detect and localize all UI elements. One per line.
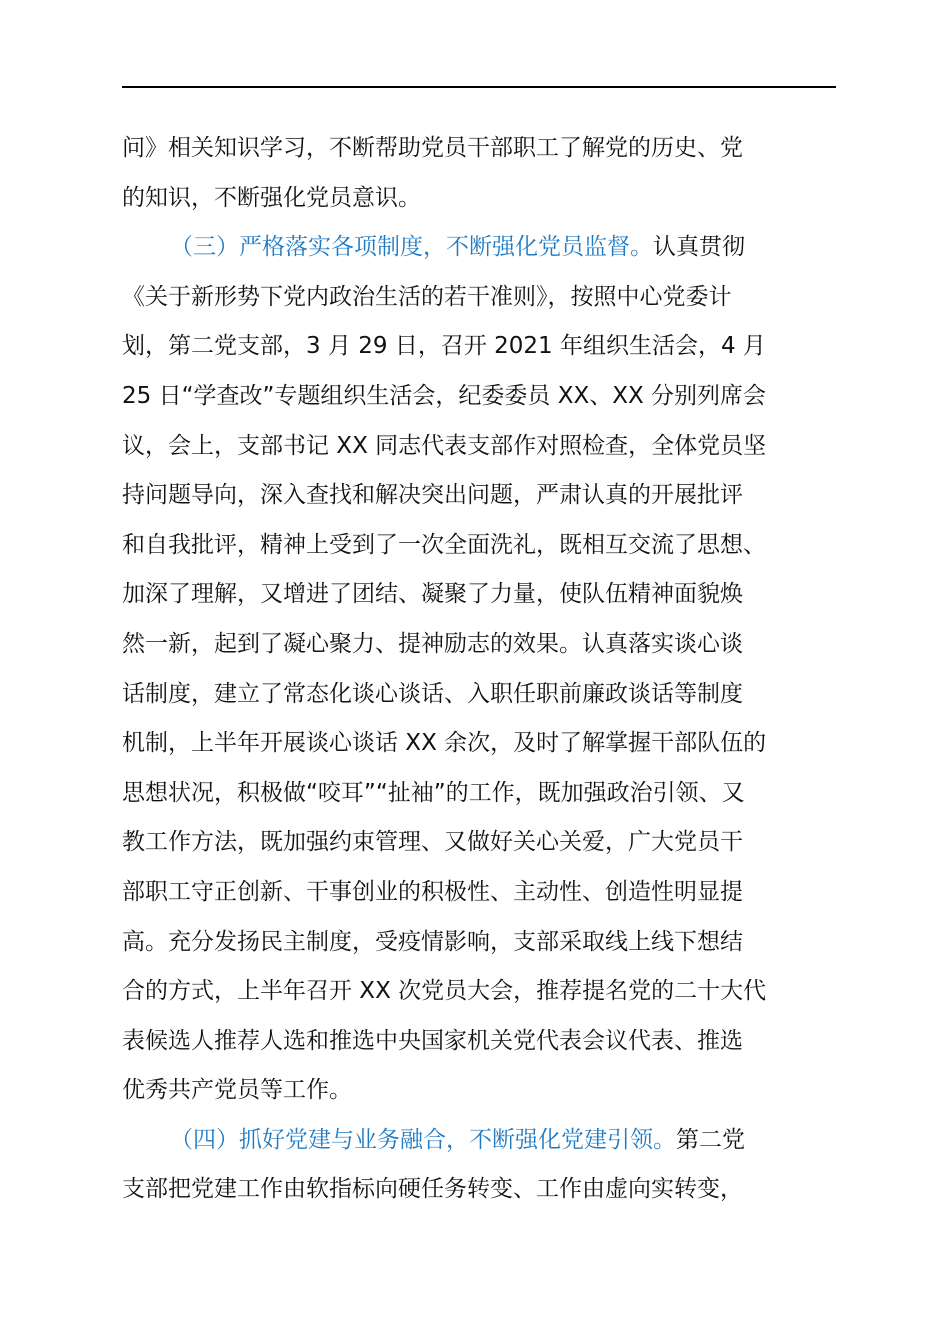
- text-line: 的知识，不断强化党员意识。: [122, 184, 421, 211]
- document-body: [122, 124, 842, 1215]
- text-line: 教工作方法，既加强约束管理、又做好关心关爱，广大党员干: [122, 829, 743, 856]
- paragraph-intro: [122, 124, 842, 223]
- paragraph-section-4: [122, 1116, 842, 1215]
- text-line: 加深了理解，又增进了团结、凝聚了力量，使队伍精神面貌焕: [122, 581, 743, 608]
- section-3-heading: （三）严格落实各项制度，不断强化党员监督。: [170, 234, 653, 261]
- text-line: 《关于新形势下党内政治生活的若干准则》，按照中心党委计: [122, 283, 732, 310]
- text-line: 和自我批评，精神上受到了一次全面洗礼，既相互交流了思想、: [122, 531, 766, 558]
- section-3-first-line-text: 认真贯彻: [653, 234, 745, 261]
- text-line: 25 日“学查改”专题组织生活会，纪委委员 XX、XX 分别列席会: [122, 382, 767, 409]
- text-line: 议，会上，支部书记 XX 同志代表支部作对照检查，全体党员坚: [122, 432, 767, 459]
- text-line: 思想状况，积极做“咬耳”“扯袖”的工作，既加强政治引领、又: [122, 779, 745, 806]
- text-line: 合的方式，上半年召开 XX 次党员大会，推荐提名党的二十大代: [122, 978, 767, 1005]
- text-line: 话制度，建立了常态化谈心谈话、入职任职前廉政谈话等制度: [122, 680, 743, 707]
- text-line: 然一新，起到了凝心聚力、提神励志的效果。认真落实谈心谈: [122, 630, 743, 657]
- section-4-first-line-text: 第二党: [676, 1126, 745, 1153]
- section-4-first-line: [122, 1116, 842, 1166]
- text-line: 部职工守正创新、干事创业的积极性、主动性、创造性明显提: [122, 878, 743, 905]
- text-line: 高。充分发扬民主制度，受疫情影响，支部采取线上线下想结: [122, 928, 743, 955]
- section-4-heading: （四）抓好党建与业务融合，不断强化党建引领。: [170, 1126, 676, 1153]
- text-line: 问》相关知识学习，不断帮助党员干部职工了解党的历史、党: [122, 135, 743, 161]
- section-3-first-line: [122, 223, 842, 273]
- text-line: 持问题导向，深入查找和解决突出问题，严肃认真的开展批评: [122, 482, 743, 509]
- header-rule: [122, 86, 836, 88]
- text-line: 划，第二党支部，3 月 29 日，召开 2021 年组织生活会，4 月: [122, 333, 766, 360]
- text-line: 机制，上半年开展谈心谈话 XX 余次，及时了解掌握干部队伍的: [122, 730, 767, 757]
- paragraph-section-3: [122, 223, 842, 1116]
- text-line: 表候选人推荐人选和推选中央国家机关党代表会议代表、推选: [122, 1027, 743, 1054]
- text-line: 支部把党建工作由软指标向硬任务转变、工作由虚向实转变，: [122, 1176, 743, 1203]
- text-line: 优秀共产党员等工作。: [122, 1077, 352, 1104]
